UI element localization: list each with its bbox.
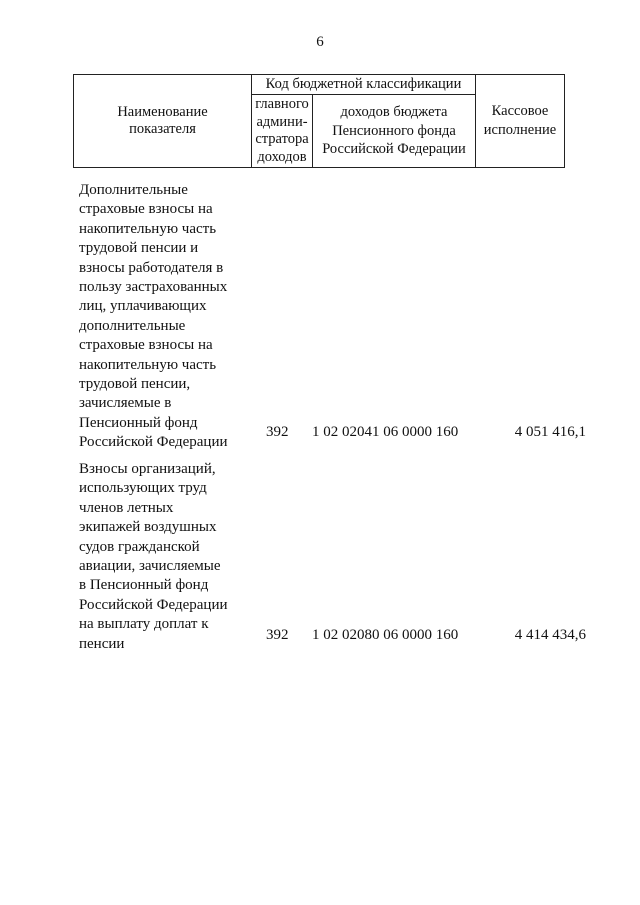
- row-budget-code: 1 02 02080 06 0000 160: [312, 627, 459, 643]
- header-execution-column: Кассовое исполнение: [483, 103, 557, 138]
- header-income-code-column: доходов бюджета Пенсионного фонда Российской Федерации: [322, 104, 466, 158]
- row-amount: 4 051 416,1: [514, 424, 586, 440]
- header-admin-column: главного админи- стратора доходов: [255, 96, 309, 165]
- table-header: [73, 74, 565, 168]
- row-admin-code: 392: [266, 627, 289, 643]
- row-amount: 4 414 434,6: [514, 627, 586, 643]
- row-admin-code: 392: [266, 424, 289, 440]
- row-indicator-name: Взносы организаций, использующих труд членов летных экипажей воздушных судов гражданской авиации, зачисляемые в Пенсионный фонд Российской Федерации на выплату доплат к пенсии: [79, 461, 228, 652]
- row-indicator-name: Дополнительные страховые взносы на накопительную часть трудовой пенсии и взносы работодателя в пользу застрахованных лиц, уплачивающих дополнительные страховые взносы на накопительную часть трудовой пенсии, зачисляемые в Пенсионный фонд Российской Федерации: [79, 182, 228, 451]
- header-budget-code-group: Код бюджетной классификации: [265, 76, 462, 92]
- row-budget-code: 1 02 02041 06 0000 160: [312, 424, 459, 440]
- header-name-column: Наименование показателя: [117, 104, 208, 137]
- page-number: 6: [316, 34, 324, 50]
